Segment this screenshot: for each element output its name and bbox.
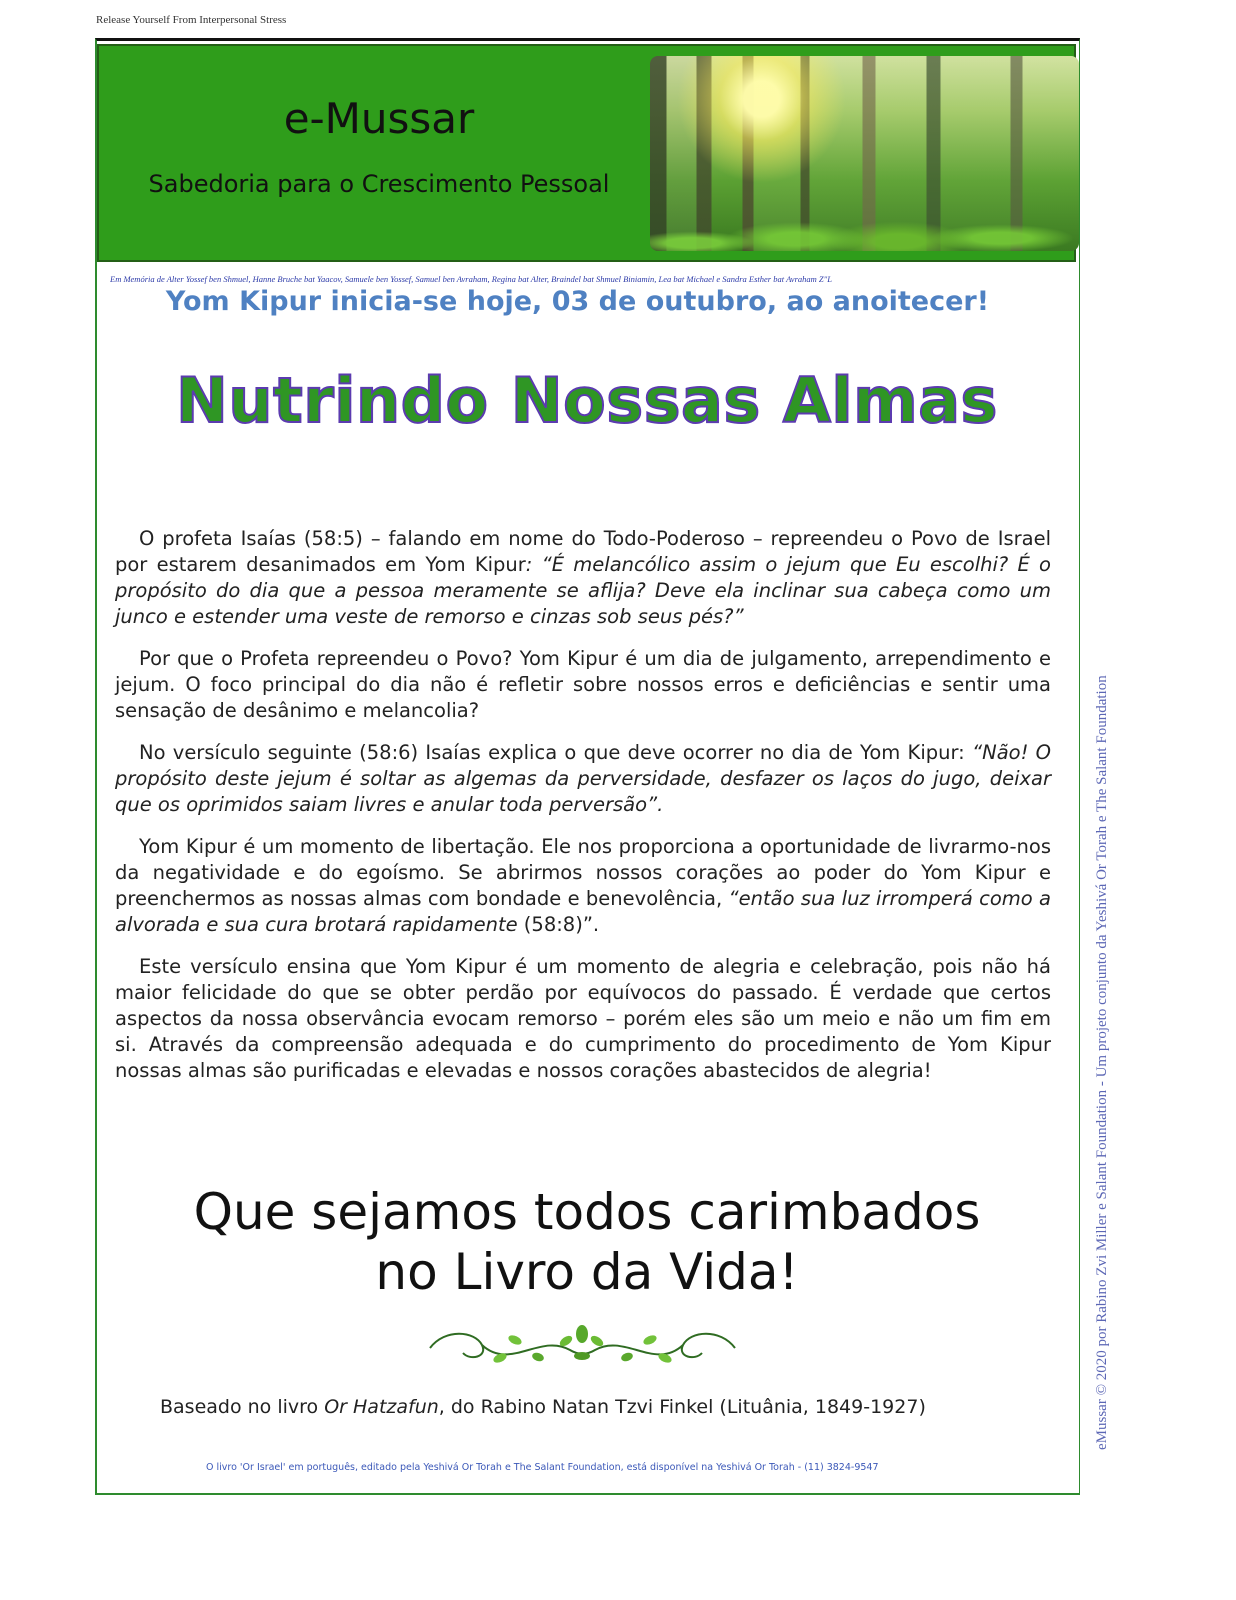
paragraph-4-text: Yom Kipur é um momento de libertação. Ele nos proporciona a oportunidade de livrarmo-nos da negatividade e do egoísmo. Se abrirmos nossos corações ao poder do Yom Kipur e preenchermos as nossas almas com bondade e benevolência,	[115, 835, 1051, 910]
paragraph-4-quote: “então sua luz irromperá como a alvorada e sua cura brotará rapidamente	[115, 887, 1051, 936]
paragraph-3-quote: “Não! O propósito deste jejum é soltar as algemas da perversidade, desfazer os laços do jugo, deixar que os oprimidos saiam livres e anular toda perversão”.	[115, 741, 1051, 816]
vertical-credit: eMussar © 2020 por Rabino Zvi Miller e Salant Foundation - Um projeto conjunto da Yeshivá Or Torah e The Salant Foundation	[1094, 675, 1110, 1450]
paragraph-4	[115, 834, 1051, 938]
source-prefix: Baseado no livro	[160, 1396, 325, 1418]
paragraph-5: Este versículo ensina que Yom Kipur é um momento de alegria e celebração, pois não há maior felicidade do que se obter perdão por equívocos do passado. É verdade que certos aspectos da nossa observância evocam remorso – porém eles são um meio e não um fim em si. Através da compreensão adequada e do cumprimento do procedimento de Yom Kipur nossas almas são purificadas e elevadas e nossos corações abastecidos de alegria!	[115, 955, 1051, 1082]
page-title: Nutrindo Nossas Almas	[176, 364, 998, 437]
source-citation	[160, 1396, 1060, 1418]
announcement: Yom Kipur inicia-se hoje, 03 de outubro, ao anoitecer!	[165, 286, 990, 317]
paragraph-3-text: No versículo seguinte (58:6) Isaías explica o que deve ocorrer no dia de Yom Kipur:	[139, 741, 972, 764]
paragraph-4-reference: (58:8)”.	[517, 913, 600, 936]
closing-blessing	[97, 1182, 1077, 1302]
paragraph-1	[115, 526, 1051, 630]
header-banner	[97, 44, 1076, 262]
source-suffix: , do Rabino Natan Tzvi Finkel (Lituânia, 1849-1927)	[438, 1396, 926, 1418]
forest-image	[650, 56, 1079, 251]
banner-title: e-Mussar	[283, 94, 475, 143]
top-note: Release Yourself From Interpersonal Stress	[96, 14, 287, 26]
paragraph-3	[115, 740, 1051, 818]
paragraph-2: Por que o Profeta repreendeu o Povo? Yom Kipur é um dia de julgamento, arrependimento e jejum. O foco principal do dia não é refletir sobre nossos erros e deficiências e sentir uma sensação de desânimo e melancolia?	[115, 647, 1051, 722]
closing-line-1: Que sejamos todos carimbados	[193, 1183, 981, 1241]
banner-subtitle: Sabedoria para o Crescimento Pessoal	[148, 170, 610, 198]
paragraph-1-quote: : “É melancólico assim o jejum que Eu escolhi? É o propósito do dia que a pessoa meramente se aflija? Deve ela inclinar sua cabeça como um junco e estender uma veste de remorso e cinzas sob seus pés?”	[115, 553, 1051, 628]
paragraph-1-text: O profeta Isaías (58:5) – falando em nome do Todo-Poderoso – repreendeu o Povo de Israel por estarem desanimados em Yom Kipur	[115, 527, 1051, 576]
article-body	[115, 526, 1051, 1100]
memorial-line: Em Memória de Alter Yossef ben Shmuel, Hanne Bruche bat Yaacov, Samuele ben Yossef, Samuel ben Avraham, Regina bat Alter, Braindel bat Shmuel Biniamin, Lea bat Michael e Sandra Esther bat Avraham Z"L	[110, 274, 832, 284]
footer-note: O livro 'Or Israel' em português, editado pela Yeshivá Or Torah e The Salant Foundation, está disponível na Yeshivá Or Torah - (11) 3824-9547	[206, 1462, 879, 1473]
vine-ornament-icon	[420, 1323, 745, 1373]
closing-line-2: no Livro da Vida!	[375, 1243, 799, 1301]
source-book: Or Hatzafun	[324, 1396, 439, 1418]
